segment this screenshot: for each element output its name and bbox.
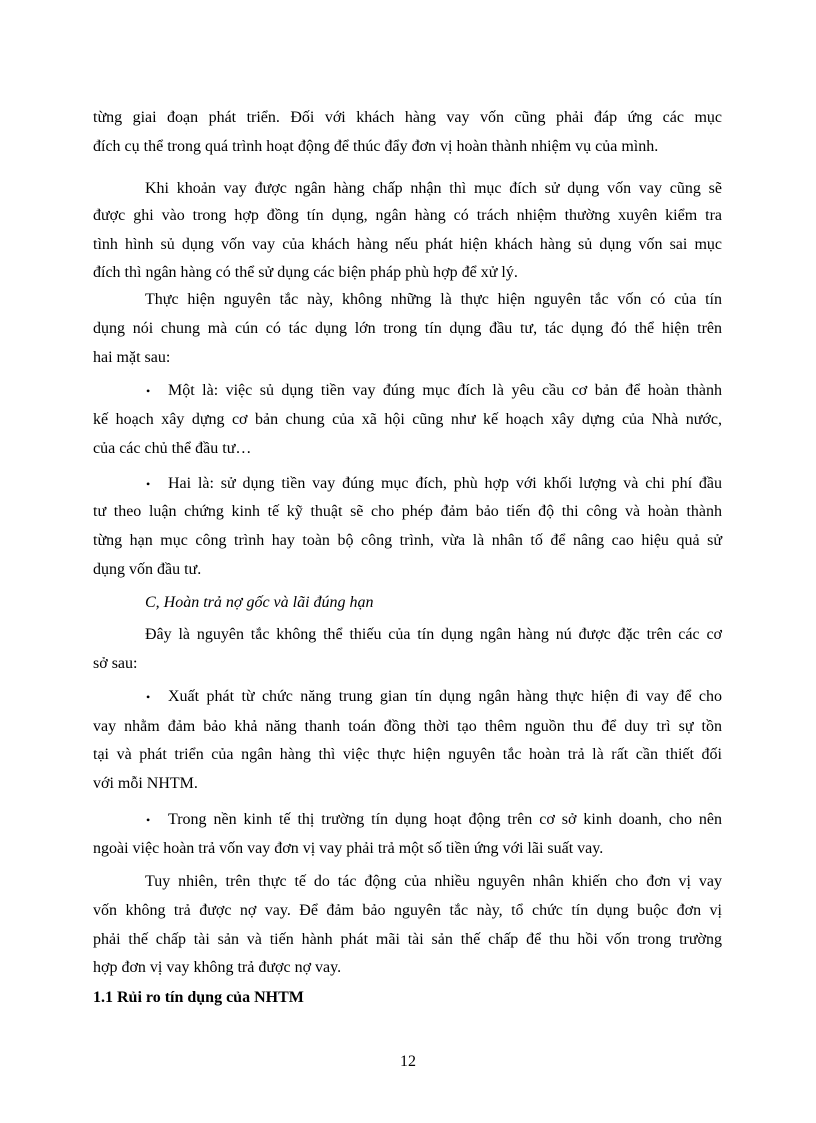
paragraph-line: được ghi vào trong hợp đồng tín dụng, ngân hàng có trách nhiệm thường xuyên kiểm tra (93, 207, 722, 224)
paragraph-line: tình hình sủ dụng vốn vay của khách hàng nếu phát hiện khách hàng sủ dụng vốn sai mục (93, 236, 722, 253)
bullet-line: tư theo luận chứng kinh tế kỹ thuật sẽ cho phép đảm bảo tiến độ thi công và hoàn thành (93, 503, 722, 520)
bullet-line: vay nhằm đảm bảo khả năng thanh toán đồng thời tạo thêm nguồn thu để duy trì sự tồn (93, 718, 722, 735)
paragraph-line: hai mặt sau: (93, 349, 171, 366)
bullet-icon: • (146, 477, 151, 491)
paragraph-line: Khi khoản vay được ngân hàng chấp nhận thì mục đích sử dụng vốn vay cũng sẽ (145, 180, 722, 197)
page-number: 12 (400, 1053, 416, 1070)
bullet-line: từng hạn mục công trình hay toàn bộ công trình, vừa là nhân tố để nâng cao hiệu quả sử (93, 532, 722, 549)
bullet-line: Một là: việc sủ dụng tiền vay đúng mục đích là yêu cầu cơ bản để hoàn thành (168, 382, 722, 399)
paragraph-line: đích thì ngân hàng có thể sử dụng các biện pháp phù hợp để xử lý. (93, 264, 518, 281)
bullet-line: ngoài việc hoàn trả vốn vay đơn vị vay phải trả một số tiền ứng với lãi suất vay. (93, 840, 604, 857)
bullet-line: Hai là: sử dụng tiền vay đúng mục đích, phù hợp với khối lượng và chi phí đầu (168, 475, 722, 492)
bullet-line: Xuất phát từ chức năng trung gian tín dụng ngân hàng thực hiện đi vay để cho (168, 688, 722, 705)
bullet-line: dụng vốn đầu tư. (93, 561, 202, 578)
bullet-line: của các chủ thể đầu tư… (93, 440, 252, 457)
bullet-line: kế hoạch xây dựng cơ bản chung của xã hội cũng như kế hoạch xây dựng của Nhà nước, (93, 411, 722, 428)
paragraph-line: dụng nói chung mà cún có tác dụng lớn trong tín dụng đầu tư, tác dụng đó thể hiện trên (93, 320, 722, 337)
bullet-line: tại và phát triển của ngân hàng thì việc thực hiện nguyên tắc hoàn trả là rất cần thiết đối (93, 746, 722, 763)
paragraph-line: Thực hiện nguyên tắc này, không những là thực hiện nguyên tắc vốn có của tín (145, 291, 722, 308)
bullet-icon: • (146, 813, 151, 827)
section-heading-c: C, Hoàn trả nợ gốc và lãi đúng hạn (145, 594, 374, 611)
bullet-icon: • (146, 384, 151, 398)
paragraph-line: Đây là nguyên tắc không thể thiếu của tín dụng ngân hàng nú được đặc trên các cơ (145, 626, 722, 643)
section-heading-1-1: 1.1 Rủi ro tín dụng của NHTM (93, 989, 304, 1006)
bullet-line: Trong nền kinh tế thị trường tín dụng hoạt động trên cơ sở kinh doanh, cho nên (168, 811, 722, 828)
paragraph-line: từng giai đoạn phát triển. Đối với khách hàng vay vốn cũng phải đáp ứng các mục (93, 109, 722, 126)
bullet-icon: • (146, 690, 151, 704)
paragraph-line: Tuy nhiên, trên thực tế do tác động của nhiều nguyên nhân khiến cho đơn vị vay (145, 873, 722, 890)
bullet-line: với mỗi NHTM. (93, 775, 198, 792)
paragraph-line: đích cụ thể trong quá trình hoạt động để thúc đẩy đơn vị hoàn thành nhiệm vụ của mình. (93, 138, 659, 155)
paragraph-line: phải thế chấp tài sản và tiến hành phát mãi tài sản thế chấp để thu hồi vốn trong trường (93, 931, 722, 948)
paragraph-line: hợp đơn vị vay không trả được nợ vay. (93, 959, 342, 976)
paragraph-line: sở sau: (93, 655, 138, 672)
paragraph-line: vốn không trả được nợ vay. Để đảm bảo nguyên tắc này, tổ chức tín dụng buộc đơn vị (93, 902, 722, 919)
